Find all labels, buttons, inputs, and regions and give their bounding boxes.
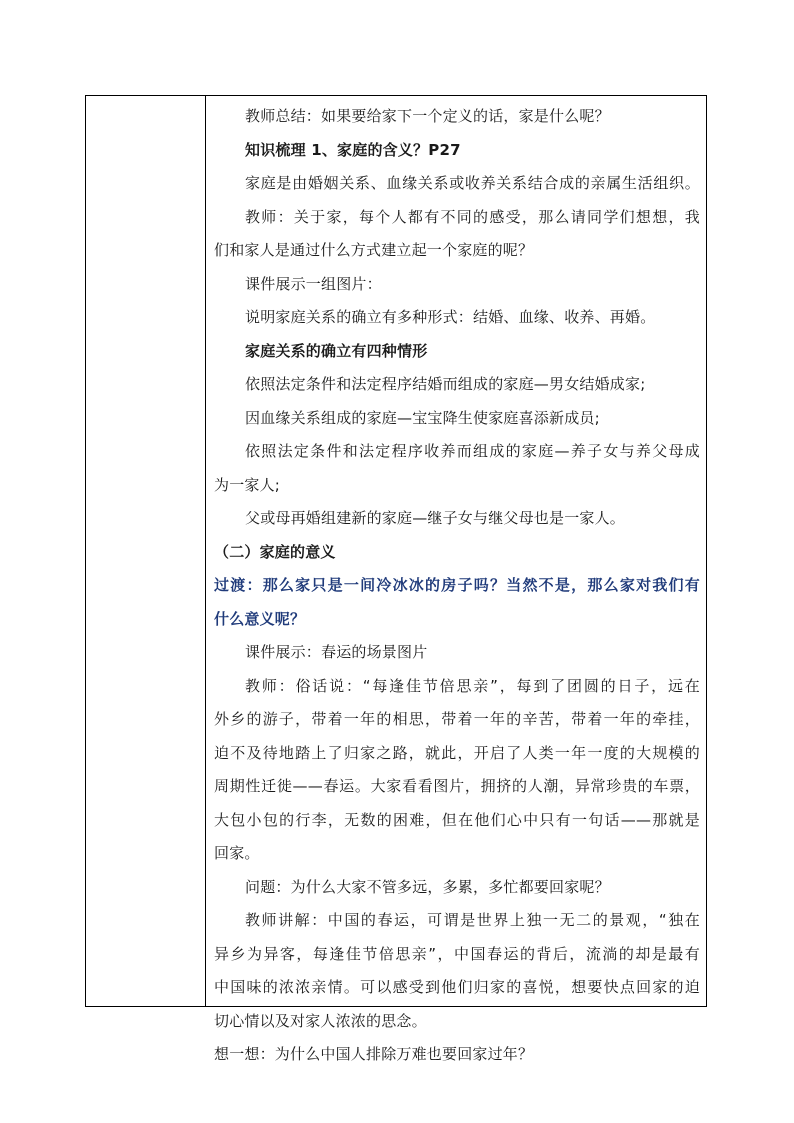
text-line: 想一想：为什么中国人排除万难也要回家过年？ [214,1045,534,1063]
content-cell [206,96,706,1063]
text-line: 因血缘关系组成的家庭—宝宝降生使家庭喜添新成员; [245,408,600,427]
text-line: 异乡为异客，每逢佳节倍思亲”，中国春运的背后，流淌的却是最有 [214,944,700,963]
text-line: 教师：关于家，每个人都有不同的感受，那么请同学们想想，我 [245,207,700,226]
text-line: 课件展示一组图片： [245,274,382,293]
text-line: 教师：俗话说：“每逢佳节倍思亲”，每到了团圆的日子，远在 [245,676,700,695]
text-line: 依照法定条件和法定程序收养而组成的家庭—养子女与养父母成 [245,442,700,460]
text-line: 家庭关系的确立有四种情形 [245,341,428,360]
text-line: 说明家庭关系的确立有多种形式：结婚、血缘、收养、再婚。 [245,308,656,326]
lesson-table [85,95,707,1063]
text-line: 知识梳理 1、家庭的含义？P27 [245,140,461,159]
text-line: 家庭是由婚姻关系、血缘关系或收养关系结合成的亲属生活组织。 [245,174,700,192]
text-line: 教师讲解：中国的春运，可谓是世界上独一无二的景观，“独在 [245,911,700,929]
text-line: 课件展示：春运的场景图片 [245,643,428,661]
text-line: 大包小包的行李，无数的困难，但在他们心中只有一句话——那就是 [214,810,700,829]
text-line: 外乡的游子，带着一年的相思，带着一年的辛苦，带着一年的牵挂， [214,710,700,728]
text-line: 回家。 [214,844,260,862]
text-line: 问题：为什么大家不管多远，多累，多忙都要回家呢？ [245,877,610,896]
text-line: （二）家庭的意义 [214,542,336,561]
text-line: 为一家人; [214,475,281,494]
text-line: 中国味的浓浓亲情。可以感受到他们归家的喜悦，想要快点回家的迫 [214,978,700,996]
text-line: 周期性迁徙——春运。大家看看图片，拥挤的人潮，异常珍贵的车票， [214,777,700,795]
text-line: 父或母再婚组建新的家庭—继子女与继父母也是一家人。 [245,509,626,527]
left-column-cell [86,96,206,1006]
text-line: 切心情以及对家人浓浓的思念。 [214,1011,427,1030]
text-line: 们和家人是通过什么方式建立起一个家庭的呢？ [214,241,534,259]
text-line: 过渡：那么家只是一间冷冰冰的房子吗？当然不是，那么家对我们有 [214,576,700,594]
text-line: 什么意义呢？ [214,609,306,628]
text-line: 教师总结：如果要给家下一个定义的话，家是什么呢？ [245,107,610,125]
text-line: 迫不及待地踏上了归家之路，就此，开启了人类一年一度的大规模的 [214,743,700,762]
text-line: 依照法定条件和法定程序结婚而组成的家庭—男女结婚成家; [245,375,646,393]
